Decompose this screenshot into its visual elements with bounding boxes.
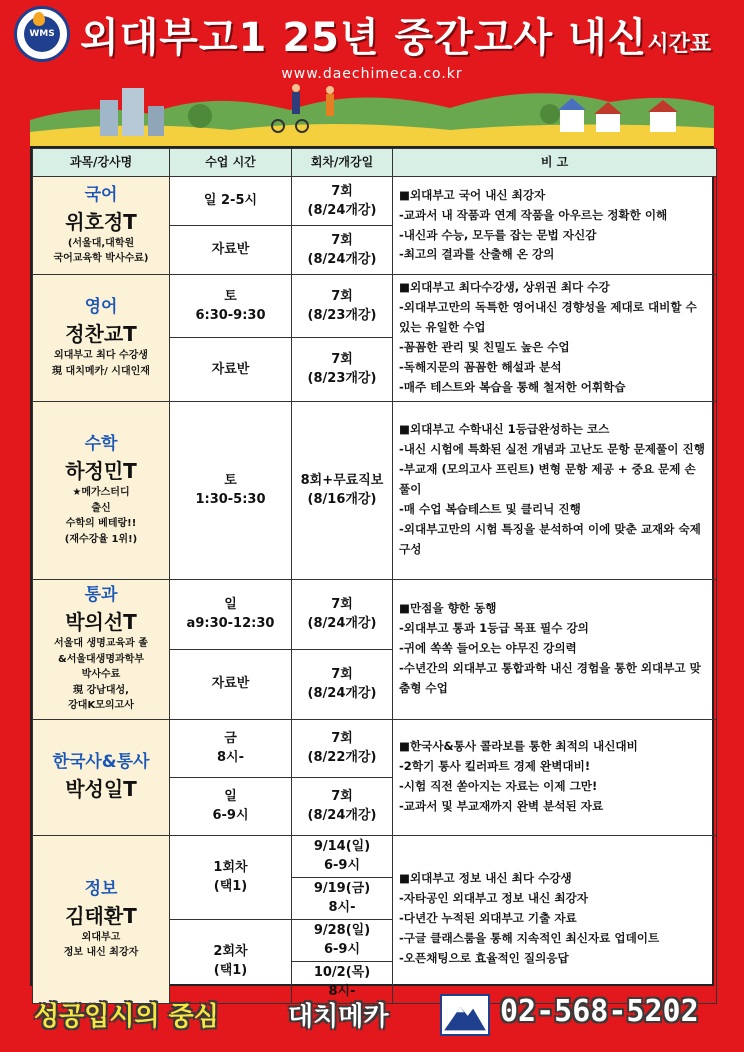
class-time-cell <box>170 835 292 919</box>
website-url: www.daechimeca.co.kr <box>281 66 463 82</box>
col-header-count: 회차/개강일 <box>292 149 393 177</box>
note-line: -교과서 및 부교재까지 완벽 분석된 자료 <box>399 799 604 814</box>
title-main: 외대부고1 25년 중간고사 내신 <box>80 15 648 61</box>
teacher-description: 現 강남대성, <box>73 684 129 696</box>
class-time-cell <box>170 777 292 835</box>
notes-cell <box>393 275 717 402</box>
col-header-time: 수업 시간 <box>170 149 292 177</box>
session-count-cell <box>292 401 393 579</box>
session-count: (8/23개강) <box>307 371 377 387</box>
note-line: -시험 직전 쏟아지는 자료는 이제 그만! <box>399 779 598 794</box>
table-row <box>33 401 717 579</box>
note-line: ■외대부고 국어 내신 최강자 <box>399 187 546 202</box>
session-date: 9/19(금) <box>313 880 371 896</box>
note-line: -매주 테스트와 복습을 통해 철저한 어휘학습 <box>399 379 626 394</box>
session-count-cell <box>292 226 393 275</box>
note-line: -외대부고만의 시험 특징을 분석하여 이에 맞춘 교재와 숙제 구성 <box>399 522 701 556</box>
note-line: ■외대부고 수학내신 1등급완성하는 코스 <box>399 422 610 437</box>
session-count: (8/23개강) <box>307 308 377 324</box>
session-date: 9/14(일) <box>313 838 371 854</box>
teacher-name: 하정민T <box>65 459 137 484</box>
class-time-cell <box>170 177 292 226</box>
subject-name: 수학 <box>84 434 118 455</box>
notes-cell <box>393 835 717 1003</box>
class-time-cell <box>170 338 292 401</box>
teacher-cell <box>33 177 170 275</box>
teacher-name: 박의선T <box>65 610 137 635</box>
teacher-description: 국어교육학 박사수료) <box>53 253 149 265</box>
session-date-block <box>292 878 392 919</box>
timetable <box>32 148 717 1004</box>
session-count: (8/16개강) <box>307 492 377 508</box>
col-header-notes: 비 고 <box>393 149 717 177</box>
class-time-cell <box>170 719 292 777</box>
class-time: 일 <box>224 788 237 804</box>
class-time-cell <box>170 226 292 275</box>
table-header-row <box>33 149 717 177</box>
footer-phone: 02-568-5202 <box>500 994 699 1029</box>
note-line: -내신과 수능, 모두를 잡는 문법 자신감 <box>399 227 597 242</box>
class-time: 자료반 <box>211 676 250 692</box>
subject-name: 통과 <box>84 585 118 606</box>
teacher-name: 정찬교T <box>65 322 137 347</box>
col-header-teacher: 과목/강사명 <box>33 149 170 177</box>
session-date-block <box>292 836 392 878</box>
table-row <box>33 275 717 338</box>
school-logo <box>14 6 70 62</box>
note-line: -귀에 쏙쏙 들어오는 야무진 강의력 <box>399 641 577 656</box>
class-time-cell <box>170 649 292 719</box>
table-row <box>33 835 717 919</box>
teacher-description: 수학의 베테랑!! <box>65 518 137 530</box>
session-count-cell <box>292 275 393 338</box>
teacher-description: 박사수료 <box>81 669 121 681</box>
teacher-cell <box>33 275 170 402</box>
session-count: 7회 <box>331 288 353 304</box>
session-date: 8시- <box>328 900 356 916</box>
note-line: -수년간의 외대부고 통합과학 내신 경험을 통한 외대부고 맞춤형 수업 <box>399 661 701 696</box>
note-line: -다년간 누적된 외대부고 기출 자료 <box>399 911 577 926</box>
subject-name: 국어 <box>84 185 118 206</box>
class-time: 자료반 <box>211 361 250 377</box>
teacher-description: ★메가스터디 <box>72 487 130 499</box>
class-time: 8시- <box>217 750 244 766</box>
session-count-cell <box>292 719 393 777</box>
note-line: ■외대부고 정보 내신 최다 수강생 <box>399 871 572 886</box>
landscape-illustration <box>30 80 714 146</box>
schedule-table <box>30 146 714 1000</box>
note-line: -외대부고 통과 1등급 목표 필수 강의 <box>399 621 589 636</box>
session-count: (8/24개강) <box>307 808 377 824</box>
session-date: 6-9시 <box>323 942 361 958</box>
session-date: 8시- <box>328 984 356 1000</box>
session-count: 7회 <box>331 788 353 804</box>
teacher-cell <box>33 719 170 835</box>
note-line: -외대부고만의 독특한 영어내신 경향성을 제대로 대비할 수 있는 유일한 수업 <box>399 299 697 334</box>
teacher-name: 김태환T <box>65 903 137 928</box>
mountain-logo-icon <box>440 994 490 1036</box>
session-count: (8/22개강) <box>307 750 377 766</box>
flame-icon <box>33 12 45 26</box>
note-line: -자타공인 외대부고 정보 내신 최강자 <box>399 891 588 906</box>
teacher-cell <box>33 401 170 579</box>
session-count: (8/24개강) <box>307 203 377 218</box>
class-time: 자료반 <box>211 242 250 258</box>
class-time: 일 <box>224 596 237 612</box>
note-line: -독해지문의 꼼꼼한 해설과 분석 <box>399 359 562 374</box>
class-time: 토 <box>224 472 237 488</box>
session-count: (8/24개강) <box>307 252 377 267</box>
class-time: (택1) <box>213 879 248 895</box>
class-time: (택1) <box>213 963 248 979</box>
teacher-description: 정보 내신 최강자 <box>63 947 139 959</box>
session-count: 7회 <box>331 596 353 612</box>
session-count-cell <box>292 177 393 226</box>
session-count: (8/24개강) <box>307 616 377 632</box>
subject-name: 영어 <box>84 297 118 318</box>
footer-slogan: 성공입시의 중심 <box>34 1002 219 1032</box>
note-line: ■외대부고 최다수강생, 상위권 최다 수강 <box>399 280 610 294</box>
note-line: -내신 시험에 특화된 실전 개념과 고난도 문항 문제풀이 진행 <box>399 442 705 457</box>
session-count-cell <box>292 579 393 649</box>
table-row <box>33 719 717 777</box>
class-time: 1:30-5:30 <box>195 492 266 508</box>
note-line: -꼼꼼한 관리 및 친밀도 높은 수업 <box>399 339 570 354</box>
teacher-description: &서울대생명과학부 <box>57 653 144 665</box>
note-line: ■한국사&통사 콜라보를 통한 최적의 내신대비 <box>399 739 638 754</box>
class-time: 2회차 <box>213 943 248 959</box>
session-date: 9/28(일) <box>313 922 371 938</box>
session-count: 7회 <box>331 666 353 682</box>
note-line: -2학기 통사 킬러파트 경제 완벽대비! <box>399 759 591 774</box>
class-time: 금 <box>224 730 237 746</box>
class-time: 6:30-9:30 <box>195 308 266 324</box>
teacher-description: (서울대,대학원 <box>67 237 135 249</box>
session-count-cell <box>292 835 393 919</box>
teacher-description: 출신 <box>91 502 111 514</box>
class-time-cell <box>170 579 292 649</box>
teacher-description: 강대K모의고사 <box>68 700 134 712</box>
teacher-name: 박성일T <box>65 777 137 802</box>
class-time: 토 <box>224 288 237 304</box>
subject-name: 한국사&통사 <box>52 752 150 773</box>
class-time-cell <box>170 401 292 579</box>
session-date: 10/2(목) <box>313 964 371 980</box>
title-suffix: 시간표 <box>647 32 712 57</box>
session-date: 6-9시 <box>323 858 361 874</box>
class-time-cell <box>170 275 292 338</box>
notes-cell <box>393 177 717 275</box>
note-line: -최고의 결과를 산출해 온 강의 <box>399 247 555 262</box>
note-line: -부교재 (모의고사 프린트) 변형 문항 제공 + 중요 문제 손 풀이 <box>399 462 696 497</box>
table-row <box>33 177 717 226</box>
note-line: -매 수업 복습테스트 및 클리닉 진행 <box>399 502 581 517</box>
teacher-cell <box>33 835 170 1003</box>
note-line: ■만점을 향한 동행 <box>399 601 497 616</box>
header <box>0 0 744 150</box>
class-time: 1회차 <box>213 859 248 875</box>
note-line: -구글 클래스룸을 통해 지속적인 최신자료 업데이트 <box>399 931 660 946</box>
note-line: -오픈채팅으로 효율적인 질의응답 <box>399 951 569 966</box>
notes-cell <box>393 719 717 835</box>
table-row <box>33 579 717 649</box>
teacher-cell <box>33 579 170 719</box>
teacher-description: 現 대치메카/ 시대인재 <box>52 365 150 377</box>
class-time: a9:30-12:30 <box>186 616 275 632</box>
teacher-description: 서울대 생명교육과 졸 <box>54 638 148 650</box>
session-count: (8/24개강) <box>307 686 377 702</box>
class-time: 일 2-5시 <box>203 193 258 209</box>
table-body <box>33 177 717 1004</box>
session-count: 7회 <box>331 351 353 367</box>
session-date-block <box>292 920 392 962</box>
note-line: -교과서 내 작품과 연계 작품을 아우르는 정확한 이해 <box>399 207 668 222</box>
footer-banner <box>30 990 714 1042</box>
session-count: 8회+무료직보 <box>300 472 384 488</box>
teacher-name: 위호정T <box>65 209 137 234</box>
notes-cell <box>393 579 717 719</box>
class-time: 6-9시 <box>212 808 249 824</box>
logo-emblem: WMS <box>24 16 60 52</box>
session-count-cell <box>292 777 393 835</box>
session-count: 7회 <box>331 183 353 199</box>
session-count-cell <box>292 338 393 401</box>
teacher-description: 외대부고 <box>81 931 121 943</box>
session-count-cell <box>292 649 393 719</box>
notes-cell <box>393 401 717 579</box>
session-count: 7회 <box>331 730 353 746</box>
teacher-description: 외대부고 최다 수강생 <box>54 350 148 362</box>
footer-brand: 대치메카 <box>288 1002 389 1032</box>
teacher-description: (재수강율 1위!) <box>64 533 138 545</box>
page-title <box>80 6 720 66</box>
session-count: 7회 <box>331 232 353 248</box>
subject-name: 정보 <box>84 878 118 899</box>
